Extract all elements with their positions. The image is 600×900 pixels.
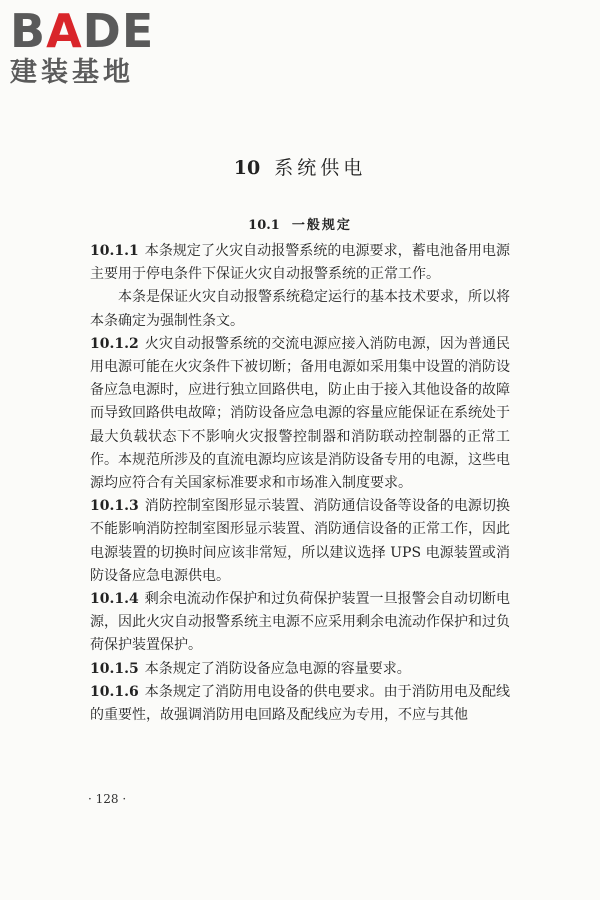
clause-number: 10.1.2 [90, 335, 139, 352]
clause-paragraph [90, 333, 510, 495]
clause-number: 10.1.3 [90, 498, 139, 515]
clause-text: 火灾自动报警系统的交流电源应接入消防电源，因为普通民用电源可能在火灾条件下被切断；备用电源如采用集中设置的消防设备应急电源时，应进行独立回路供电，防止由于接入其他设备的故障而导致回路供电故障；消防设备应急电源的容量应能保证在系统处于最大负载状态下不影响火灾报警控制器和消防联动控制器的正常工作。本规范所涉及的直流电源均应该是消防设备专用的电源，这些电源均应符合有关国家标准要求和市场准入制度要求。 [90, 335, 510, 492]
clause-paragraph [90, 681, 510, 727]
clause-paragraph [90, 588, 510, 658]
section-title-text: 一般规定 [291, 218, 352, 233]
chapter-title [0, 153, 600, 180]
body-text [90, 240, 510, 727]
clause-number: 10.1.4 [90, 591, 139, 608]
clause-paragraph [90, 495, 510, 588]
page-number: · 128 · [88, 792, 127, 806]
clause-text: 本条规定了火灾自动报警系统的电源要求，蓄电池备用电源主要用于停电条件下保证火灾自动报警系统的正常工作。 [90, 243, 510, 283]
explanation-paragraph [90, 286, 510, 332]
paragraph-text: 本条是保证火灾自动报警系统稳定运行的基本技术要求，所以将本条确定为强制性条文。 [90, 289, 510, 329]
chapter-title-text: 系统供电 [274, 157, 367, 179]
clause-number: 10.1.1 [90, 243, 139, 259]
clause-text: 本条规定了消防用电设备的供电要求。由于消防用电及配线的重要性，故强调消防用电回路及配线应为专用，不应与其他 [90, 683, 510, 724]
clause-text: 本条规定了消防设备应急电源的容量要求。 [144, 660, 411, 677]
logo-subtitle: 建装基地 [10, 57, 134, 88]
clause-number: 10.1.5 [90, 660, 139, 677]
chapter-number: 10 [233, 157, 261, 179]
clause-paragraph [90, 240, 510, 286]
section-title [0, 214, 600, 233]
section-number: 10.1 [248, 218, 280, 233]
clause-paragraph [90, 658, 510, 681]
logo-wordmark: BADE [10, 4, 155, 58]
bade-logo [10, 6, 180, 96]
clause-text: 剩余电流动作保护和过负荷保护装置一旦报警会自动切断电源，因此火灾自动报警系统主电源不应采用剩余电流动作保护和过负荷保护装置保护。 [90, 591, 510, 654]
clause-number: 10.1.6 [90, 683, 139, 700]
clause-text: 消防控制室图形显示装置、消防通信设备等设备的电源切换不能影响消防控制室图形显示装置、消防通信设备的正常工作，因此电源装置的切换时间应该非常短，所以建议选择 UPS 电源装置或消防设备应急电源供电。 [90, 498, 510, 584]
